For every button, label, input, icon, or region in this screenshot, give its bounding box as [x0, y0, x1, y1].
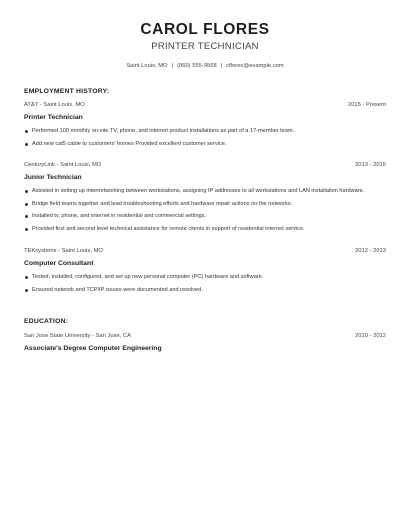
education-meta — [24, 333, 386, 340]
section-title: EDUCATION: — [24, 318, 69, 325]
bullet-text: Performed 100 monthly on-site TV, phone, and internet product installations as part of a 17-member team. — [32, 128, 295, 134]
bullet-item — [24, 213, 386, 220]
job-entry — [24, 102, 386, 153]
job-company: TEKsystems - Saint Louis, MO — [24, 248, 103, 254]
bullet-icon — [25, 190, 28, 193]
bullet-icon — [25, 276, 28, 279]
bullet-icon — [25, 203, 28, 206]
bullet-item — [24, 226, 386, 233]
job-meta — [24, 102, 386, 109]
job-bullets — [24, 274, 386, 294]
bullet-text: Add new cat5 cable to customers' homes Provided excellent customer service. — [32, 140, 227, 147]
contact-phone: (860) 555-9568 — [177, 63, 217, 69]
education-degree: Associate's Degree Computer Engineering — [24, 345, 162, 352]
job-dates: 2013 - 2015 — [355, 162, 386, 168]
bullet-text: Tested, installed, configured, and set up new personal computer (PC) hardware and software. — [32, 274, 264, 280]
bullet-icon — [25, 143, 28, 146]
bullet-item — [24, 141, 386, 148]
bullet-text: Assisted in setting up internetworking between workstations, assigning IP addresses to all workstations and LAN installation hardware. — [32, 188, 365, 194]
job-title: Printer Technician — [24, 114, 83, 121]
bullet-icon — [25, 215, 28, 218]
bullet-icon — [25, 289, 28, 292]
bullet-item — [24, 287, 386, 294]
education-entry — [24, 333, 386, 353]
bullet-icon — [25, 130, 28, 133]
job-bullets — [24, 188, 386, 233]
job-company: AT&T - Saint Louis, MO — [24, 102, 85, 108]
job-entry — [24, 248, 386, 299]
employment-section-heading — [24, 88, 386, 96]
bullet-item — [24, 188, 386, 195]
education-dates: 2010 - 2012 — [355, 333, 386, 339]
bullet-text: Provided first and second level technical assistance for remote clients in support of residential internet service. — [32, 225, 305, 232]
education-school: San Jose State University - San Jose, CA — [24, 333, 131, 339]
section-title: EMPLOYMENT HISTORY: — [24, 88, 110, 95]
contact-location: Saint Louis, MO — [126, 63, 168, 69]
job-company: CenturyLink - Saint Louis, MO — [24, 162, 102, 168]
education-section-heading — [24, 318, 386, 326]
bullet-text: Installed tv, phone, and internet in residential and commercial settings. — [32, 213, 207, 219]
candidate-name: CAROL FLORES — [140, 21, 270, 38]
contact-line — [0, 62, 410, 70]
contact-separator: | — [220, 63, 223, 69]
job-title: Junior Technician — [24, 174, 82, 181]
bullet-text: Bridge field teams together and lead troubleshooting efforts and hardware repair actions on the networks. — [32, 200, 293, 207]
bullet-icon — [25, 228, 28, 231]
candidate-title: PRINTER TECHNICIAN — [151, 41, 259, 52]
resume-header — [0, 21, 410, 70]
job-entry — [24, 162, 386, 238]
contact-email[interactable]: cflores@example.com — [226, 63, 284, 69]
job-bullets — [24, 128, 386, 148]
job-meta — [24, 248, 386, 255]
contact-separator: | — [171, 63, 174, 69]
job-dates: 2015 - Present — [347, 102, 386, 108]
bullet-item — [24, 201, 386, 208]
job-dates: 2012 - 2013 — [355, 248, 386, 254]
bullet-item — [24, 274, 386, 281]
job-title: Computer Consultant — [24, 260, 94, 267]
bullet-item — [24, 128, 386, 135]
bullet-text: Ensured network and TCP/IP issues were documented and resolved. — [32, 286, 203, 293]
job-meta — [24, 162, 386, 169]
